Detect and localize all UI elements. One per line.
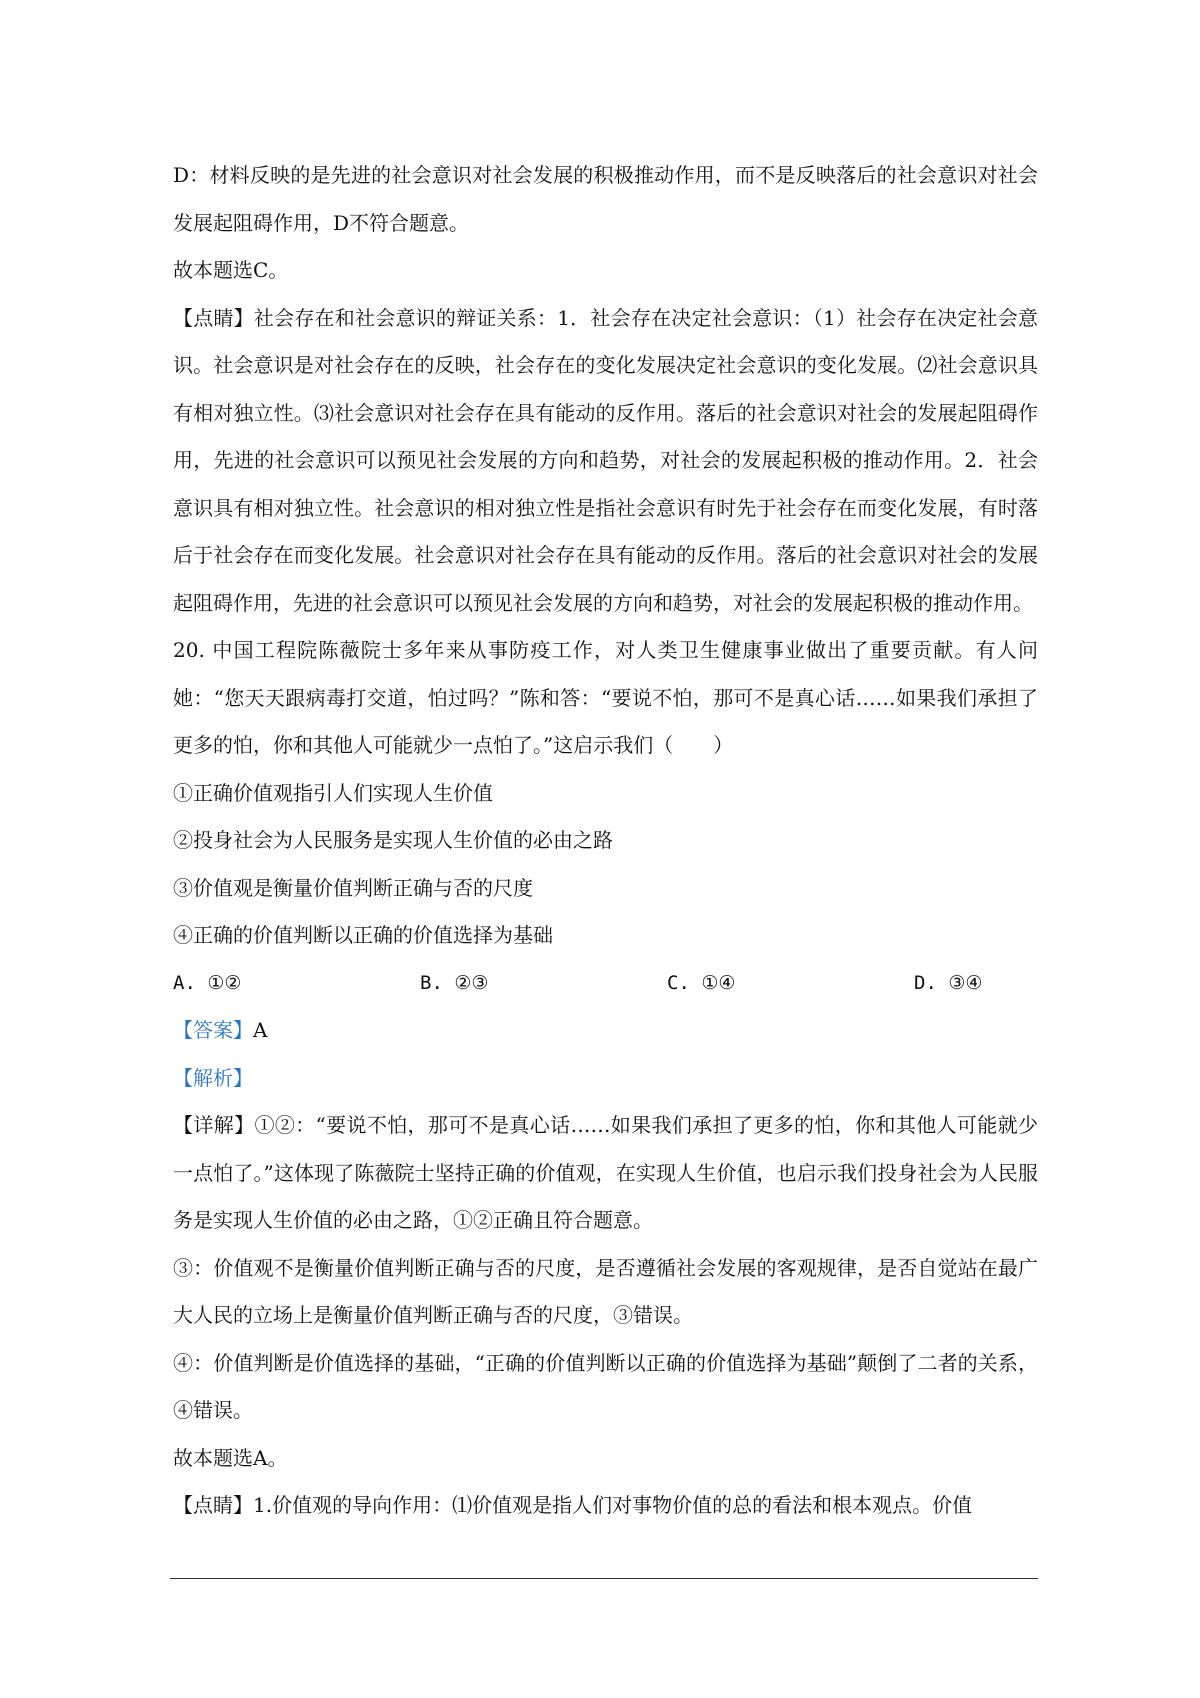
footer-divider [170,1578,1038,1579]
option-b: B. ②③ [420,971,489,994]
analysis-point-3: ③：价值观不是衡量价值判断正确与否的尺度，是否遵循社会发展的客观规律，是否自觉站在最广大人民的立场上是衡量价值判断正确与否的尺度，③错误。 [173,1255,1038,1327]
option-d-analysis: D：材料反映的是先进的社会意识对社会发展的积极推动作用，而不是反映落后的社会意识对社会发展起阻碍作用，D不符合题意。 [173,163,1038,235]
statement-4: ④正确的价值判断以正确的价值选择为基础 [173,923,553,947]
analysis-label: 【解析】 [173,1065,253,1090]
answer-label: 【答案】 [173,1018,253,1042]
detail-text: ①②：“要说不怕，那可不是真心话……如果我们承担了更多的怕，你和其他人可能就少一点怕了。”这体现了陈薇院士坚持正确的价值观，在实现人生价值，也启示我们投身社会为人民服务是实现人生价值的必由之路，①②正确且符合题意。 [173,1113,1039,1232]
answer-options [173,960,1038,1008]
analysis-tip-label: 【点睛】 [173,1493,253,1517]
question-stem: 20. 中国工程院陈薇院士多年来从事防疫工作，对人类卫生健康事业做出了重要贡献。有人问她：“您天天跟病毒打交道，怕过吗？”陈和答：“要说不怕，那可不是真心话……如果我们承担了更多的怕，你和其他人可能就少一点怕了。”这启示我们（ ） [173,638,1038,757]
analysis-detail [173,1102,1038,1245]
statement-2: ②投身社会为人民服务是实现人生价值的必由之路 [173,828,613,852]
statement-3: ③价值观是衡量价值判断正确与否的尺度 [173,875,533,900]
statement-1: ①正确价值观指引人们实现人生价值 [173,780,493,805]
previous-tip [173,295,1038,628]
answer-value: A [253,1018,268,1042]
answer-line [173,1007,1038,1055]
analysis-tip [173,1482,1038,1530]
option-d: D. ③④ [914,971,983,994]
analysis-point-4: ④：价值判断是价值选择的基础，“正确的价值判断以正确的价值选择为基础”颠倒了二者的关系，④错误。 [173,1350,1038,1422]
analysis-tip-text: 1.价值观的导向作用：⑴价值观是指人们对事物价值的总的看法和根本观点。价值 [253,1493,973,1517]
detail-label: 【详解】 [173,1113,255,1137]
tip-label: 【点睛】 [173,305,254,330]
previous-conclusion: 故本题选C。 [173,258,289,282]
page-content [173,152,1038,1530]
analysis-conclusion: 故本题选A。 [173,1445,288,1470]
option-c: C. ①④ [667,971,736,994]
option-a: A. ①② [173,971,242,994]
tip-text: 社会存在和社会意识的辩证关系：1．社会存在决定社会意识：（1）社会存在决定社会意识。社会意识是对社会存在的反映，社会存在的变化发展决定社会意识的变化发展。⑵社会意识具有相对独立性。⑶社会意识对社会存在具有能动的反作用。落后的社会意识对社会的发展起阻碍作用，先进的社会意识可以预见社会发展的方向和趋势，对社会的发展起积极的推动作用。2．社会意识具有相对独立性。社会意识的相对独立性是指社会意识有时先于社会存在而变化发展，有时落后于社会存在而变化发展。社会意识对社会存在具有能动的反作用。落后的社会意识对社会的发展起阻碍作用，先进的社会意识可以预见社会发展的方向和趋势，对社会的发展起积极的推动作用。 [173,305,1038,615]
